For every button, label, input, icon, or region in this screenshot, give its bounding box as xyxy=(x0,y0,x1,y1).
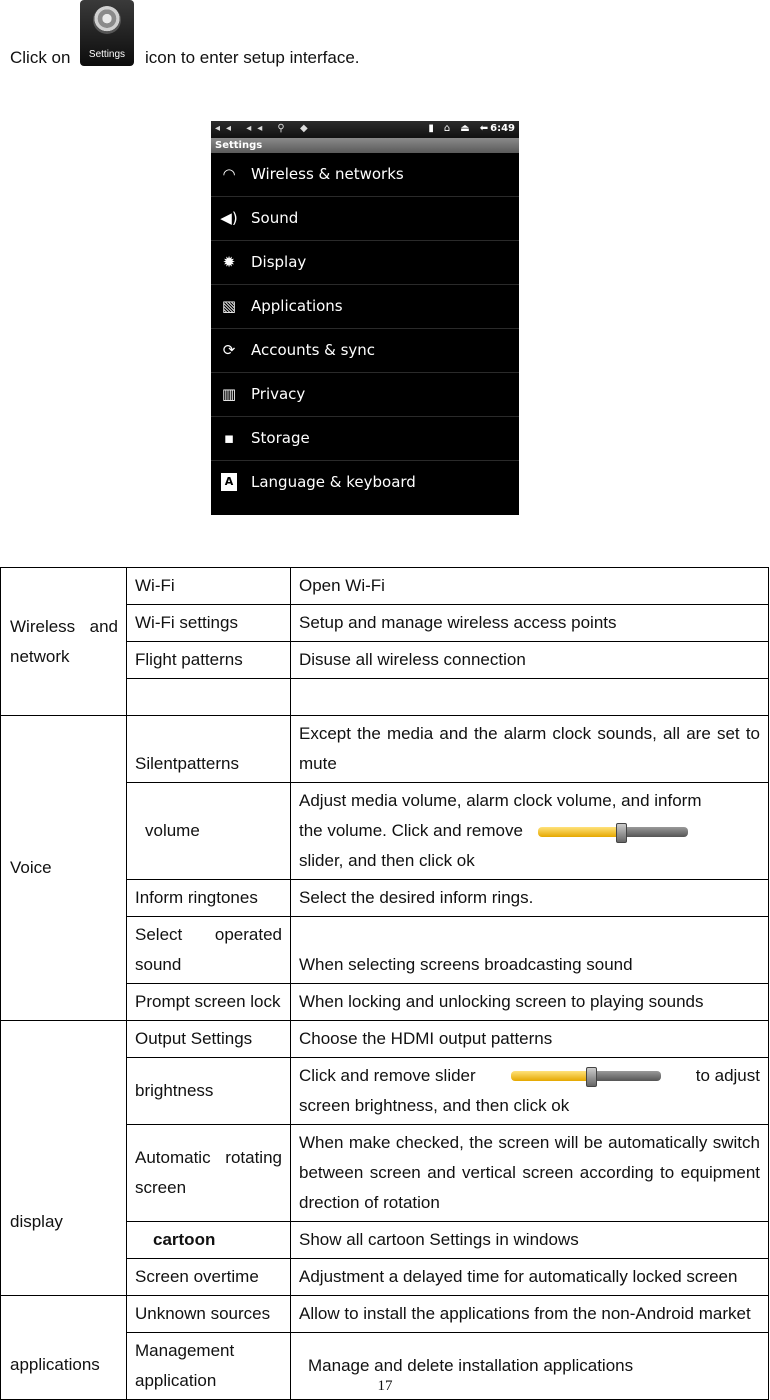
desc-cell: Choose the HDMI output patterns xyxy=(291,1021,769,1058)
table-row xyxy=(1,1296,769,1333)
item-cell: Silentpatterns xyxy=(127,716,291,783)
item-cell: Wi-Fi xyxy=(127,568,291,605)
battery-icon: ▮ xyxy=(428,123,434,134)
desc-cell: When make checked, the screen will be automatically switch between screen and vertical screen according to equipment drection of rotation xyxy=(291,1125,769,1222)
settings-app-icon[interactable] xyxy=(80,0,134,66)
menu-item-wireless[interactable] xyxy=(211,153,519,197)
desc-cell: Disuse all wireless connection xyxy=(291,642,769,679)
menu-item-accounts[interactable] xyxy=(211,329,519,373)
menu-item-sound[interactable] xyxy=(211,197,519,241)
item-cell: brightness xyxy=(127,1058,291,1125)
desc-cell: Adjustment a delayed time for automatically locked screen xyxy=(291,1259,769,1296)
item-cell: volume xyxy=(127,783,291,880)
category-cell: Voice xyxy=(1,716,127,1021)
status-right xyxy=(428,123,515,134)
slider-thumb[interactable] xyxy=(616,823,627,843)
item-cell-empty xyxy=(127,679,291,716)
sdcard-icon: ▪ xyxy=(223,429,235,447)
desc-cell: Select the desired inform rings. xyxy=(291,880,769,917)
menu-item-label: Applications xyxy=(251,297,343,315)
volume-desc-line1: Adjust media volume, alarm clock volume, and inform xyxy=(299,791,702,810)
menu-item-label: Sound xyxy=(251,209,299,227)
back-icon[interactable]: ⬅ xyxy=(479,123,489,134)
menu-item-language[interactable] xyxy=(211,461,519,504)
desc-cell xyxy=(291,783,769,880)
menu-item-label: Wireless & networks xyxy=(251,165,404,183)
settings-icon-label: Settings xyxy=(88,49,126,60)
slider-track xyxy=(591,1071,661,1081)
desc-cell: Open Wi-Fi xyxy=(291,568,769,605)
desc-cell: When selecting screens broadcasting sound xyxy=(291,917,769,984)
desc-cell: Setup and manage wireless access points xyxy=(291,605,769,642)
desc-cell-empty xyxy=(291,679,769,716)
settings-knob-icon xyxy=(93,6,121,34)
category-cell xyxy=(1,568,127,716)
volume-desc-line3: slider, and then click ok xyxy=(299,851,475,870)
settings-screenshot xyxy=(211,121,519,515)
applications-icon: ▧ xyxy=(221,297,237,315)
privacy-icon: ▥ xyxy=(221,385,237,403)
volume-slider[interactable] xyxy=(538,823,688,841)
status-notification-icons: ◂◂ ◂◂ ⚲ ◆ xyxy=(215,123,314,134)
brightness-slider[interactable] xyxy=(511,1067,661,1085)
desc-cell: Allow to install the applications from the non-Android market xyxy=(291,1296,769,1333)
slider-fill xyxy=(538,827,621,837)
wifi-icon: ◠ xyxy=(222,165,236,183)
slider-thumb[interactable] xyxy=(586,1067,597,1087)
eject-icon: ⏏ xyxy=(460,123,470,134)
table-row xyxy=(1,1021,769,1058)
intro-prefix: Click on xyxy=(10,48,71,67)
speaker-icon: ◀) xyxy=(220,209,238,227)
item-cell: Inform ringtones xyxy=(127,880,291,917)
item-cell: Output Settings xyxy=(127,1021,291,1058)
item-cell: Automatic rotating screen xyxy=(127,1125,291,1222)
desc-cell: Show all cartoon Settings in windows xyxy=(291,1222,769,1259)
desc-cell: Manage and delete installation applications xyxy=(291,1333,769,1400)
settings-table xyxy=(0,567,769,1400)
volume-desc-line2 xyxy=(299,816,760,846)
item-cell: Wi-Fi settings xyxy=(127,605,291,642)
slider-track xyxy=(621,827,688,837)
item-cell: Management application xyxy=(127,1333,291,1400)
brightness-icon: ✹ xyxy=(222,253,236,271)
sync-icon: ⟳ xyxy=(222,341,236,359)
item-cell: cartoon xyxy=(127,1222,291,1259)
category-cell: applications xyxy=(1,1296,127,1400)
brightness-desc-line2: screen brightness, and then click ok xyxy=(299,1096,570,1115)
status-bar xyxy=(211,121,519,138)
home-icon: ⌂ xyxy=(443,123,451,134)
item-cell xyxy=(127,917,291,984)
table-row xyxy=(1,716,769,783)
menu-item-display[interactable] xyxy=(211,241,519,285)
menu-item-label: Accounts & sync xyxy=(251,341,376,359)
menu-item-label: Display xyxy=(251,253,307,271)
table-row xyxy=(1,568,769,605)
category-label: Wireless and network xyxy=(10,616,118,666)
brightness-desc-line1 xyxy=(299,1061,760,1091)
menu-item-label: Language & keyboard xyxy=(251,473,416,491)
desc-cell: When locking and unlocking screen to playing sounds xyxy=(291,984,769,1021)
menu-item-label: Storage xyxy=(251,429,310,447)
status-time: 6:49 xyxy=(490,123,515,134)
slider-fill xyxy=(511,1071,591,1081)
brightness-desc-text: Click and remove slider xyxy=(299,1066,476,1085)
desc-cell: Except the media and the alarm clock sounds, all are set to mute xyxy=(291,716,769,783)
category-cell: display xyxy=(1,1021,127,1296)
volume-desc-text: the volume. Click and remove xyxy=(299,821,523,840)
desc-cell xyxy=(291,1058,769,1125)
page-number: 17 xyxy=(377,1378,393,1394)
item-cell: Prompt screen lock xyxy=(127,984,291,1021)
intro-suffix: icon to enter setup interface. xyxy=(145,48,360,67)
item-cell: Screen overtime xyxy=(127,1259,291,1296)
item-cell: Flight patterns xyxy=(127,642,291,679)
menu-item-storage[interactable] xyxy=(211,417,519,461)
menu-item-label: Privacy xyxy=(251,385,306,403)
menu-item-privacy[interactable] xyxy=(211,373,519,417)
item-cell: Unknown sources xyxy=(127,1296,291,1333)
settings-title: Settings xyxy=(211,138,519,153)
operated-item-text: Select operated sound xyxy=(135,925,282,974)
menu-item-applications[interactable] xyxy=(211,285,519,329)
keyboard-icon: A xyxy=(221,473,237,491)
brightness-desc-tail: to adjust xyxy=(695,1066,760,1085)
